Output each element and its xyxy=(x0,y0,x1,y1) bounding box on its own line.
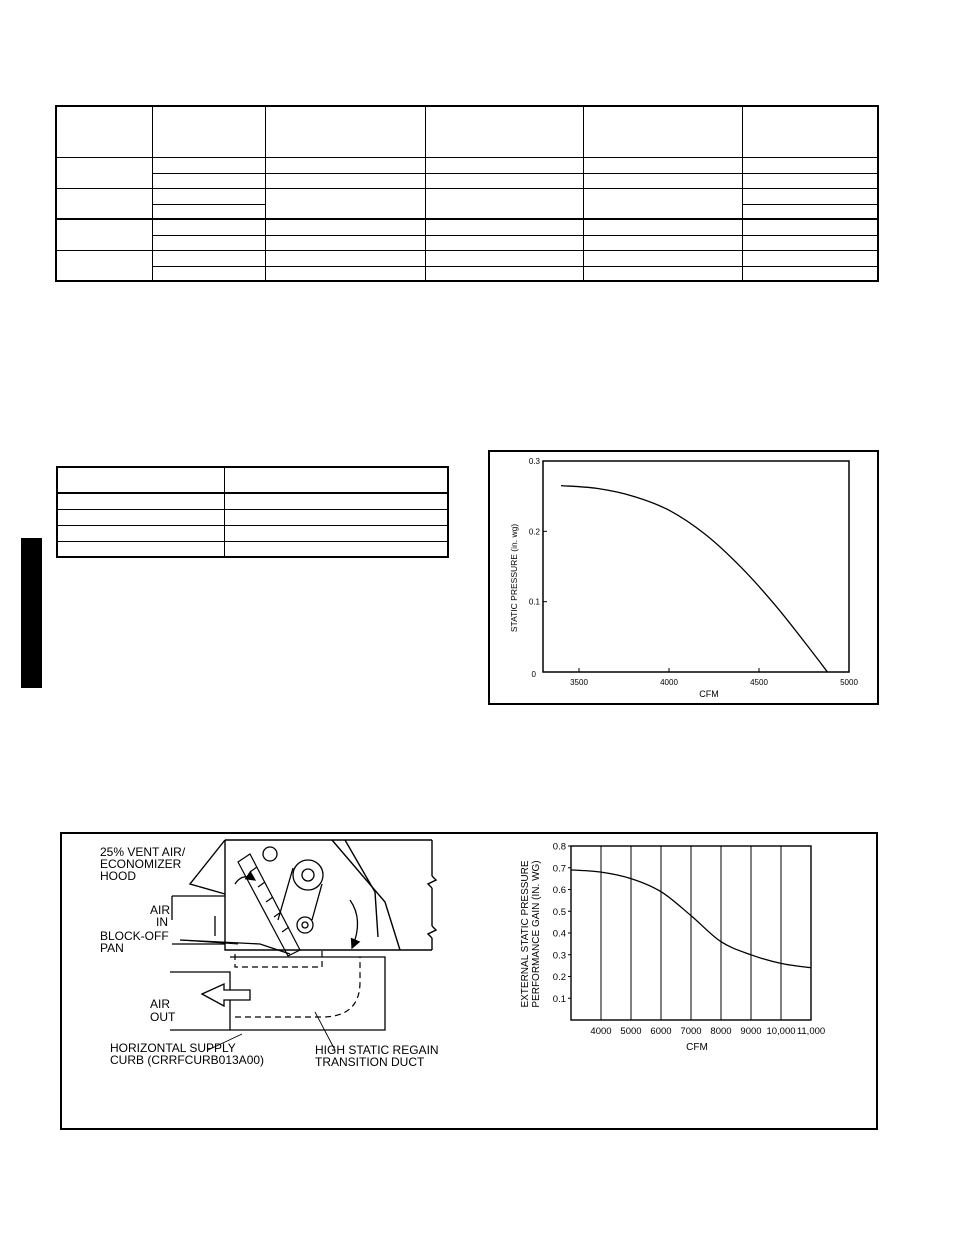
y-tick-label: 0.5 xyxy=(552,906,566,918)
table-cell xyxy=(225,525,449,541)
table-cell xyxy=(266,157,426,173)
x-tick-label: 5000 xyxy=(840,678,858,687)
table-cell xyxy=(584,235,743,250)
table-cell xyxy=(266,188,426,219)
table-cell xyxy=(57,541,225,557)
header-cell xyxy=(153,106,266,157)
x-tick-label: 10,000 xyxy=(766,1026,796,1037)
esp-gain-chart xyxy=(500,836,840,1056)
table-cell xyxy=(426,173,584,188)
x-tick-label: 3500 xyxy=(570,678,588,687)
header-cell xyxy=(56,106,153,157)
table-cell xyxy=(57,525,225,541)
table-cell xyxy=(426,157,584,173)
table-cell xyxy=(153,266,266,281)
header-cell xyxy=(742,106,878,157)
x-tick-label: 4000 xyxy=(660,678,678,687)
table-cell xyxy=(742,173,878,188)
x-axis-label: CFM xyxy=(686,1042,708,1053)
y-tick-label: 0.1 xyxy=(528,597,540,607)
table-cell xyxy=(57,493,225,509)
table-cell xyxy=(426,188,584,219)
table-cell xyxy=(153,204,266,219)
table-cell xyxy=(584,266,743,281)
label-curb-1: HORIZONTAL SUPPLY xyxy=(110,1041,236,1055)
y-tick-label: 0.4 xyxy=(552,928,566,940)
air-in-duct xyxy=(172,896,225,944)
table-cell xyxy=(56,157,153,188)
table-cell xyxy=(266,250,426,266)
header-cell xyxy=(584,106,743,157)
header-cell xyxy=(225,467,449,493)
table-cell xyxy=(584,250,743,266)
y-tick-label: 0.3 xyxy=(552,950,566,962)
table-cell xyxy=(426,219,584,235)
y-tick-label: 0.6 xyxy=(552,885,566,896)
table-cell xyxy=(56,219,153,250)
table-cell xyxy=(584,173,743,188)
y-tick-label: 0.2 xyxy=(552,972,566,983)
table-cell xyxy=(266,173,426,188)
table-cell xyxy=(742,266,878,281)
airflow-arrows xyxy=(235,877,358,948)
label-blockoff-1: BLOCK-OFF xyxy=(100,929,169,943)
x-tick-label: 11,000 xyxy=(796,1026,826,1037)
x-tick-label: 5000 xyxy=(620,1026,642,1037)
label-hood-1: 25% VENT AIR/ xyxy=(100,845,186,859)
y-tick-label: 0.2 xyxy=(528,527,540,537)
table-cell xyxy=(153,235,266,250)
section-side-tab xyxy=(21,538,42,688)
series-line xyxy=(561,486,827,672)
label-air-out-1: AIR xyxy=(150,997,171,1011)
table-cell xyxy=(584,157,743,173)
y-axis-label-line2: PERFORMANCE GAIN (IN. WG) xyxy=(531,860,542,1008)
y-axis-label: STATIC PRESSURE (in. wg) xyxy=(509,523,519,633)
x-axis-label: CFM xyxy=(699,689,719,699)
y-tick-label: 0.8 xyxy=(552,841,566,853)
table-cell xyxy=(266,266,426,281)
x-tick-label: 8000 xyxy=(710,1026,732,1037)
table-cell xyxy=(742,157,878,173)
table-cell xyxy=(742,235,878,250)
label-blockoff-2: PAN xyxy=(100,941,124,955)
table-cell xyxy=(742,188,878,204)
y-axis-label-line1: EXTERNAL STATIC PRESSURE xyxy=(520,860,531,1008)
label-duct-1: HIGH STATIC REGAIN xyxy=(315,1043,439,1057)
x-tick-label: 6000 xyxy=(650,1026,672,1037)
y-tick-label: 0.7 xyxy=(552,863,566,875)
table-cell xyxy=(266,219,426,235)
table-cell xyxy=(153,188,266,204)
table-cell xyxy=(742,204,878,219)
table-cell xyxy=(153,219,266,235)
table-cell xyxy=(56,250,153,281)
table-cell xyxy=(266,235,426,250)
transition-duct-diagram xyxy=(60,832,480,1130)
x-tick-label: 9000 xyxy=(740,1026,762,1037)
motor-pulley-icon xyxy=(263,847,323,933)
y-tick-label: 0 xyxy=(531,670,536,679)
header-cell xyxy=(266,106,426,157)
label-hood-3: HOOD xyxy=(100,869,136,883)
x-tick-label: 4000 xyxy=(590,1026,612,1037)
x-tick-label: 4500 xyxy=(750,678,768,687)
unit-body xyxy=(225,840,436,950)
label-curb-2: CURB (CRRFCURB013A00) xyxy=(110,1053,265,1067)
transition-duct xyxy=(235,950,360,1017)
y-tick-label: 0.3 xyxy=(528,457,540,466)
table-cell xyxy=(153,250,266,266)
hood-icon xyxy=(190,840,225,894)
label-air-out-2: OUT xyxy=(150,1010,176,1024)
table-cell xyxy=(56,188,153,219)
table-cell xyxy=(584,219,743,235)
y-tick-label: 0.1 xyxy=(552,993,566,1005)
static-pressure-chart xyxy=(488,450,879,705)
top-table xyxy=(55,105,879,282)
table-cell xyxy=(426,266,584,281)
table-cell xyxy=(153,157,266,173)
block-off-pan xyxy=(180,940,290,954)
label-air-in-2: IN xyxy=(156,915,168,929)
small-table xyxy=(56,466,449,558)
table-cell xyxy=(426,235,584,250)
label-air-in-1: AIR xyxy=(150,903,171,917)
table-cell xyxy=(225,541,449,557)
table-cell xyxy=(57,509,225,525)
table-cell xyxy=(153,173,266,188)
table-cell xyxy=(426,250,584,266)
table-cell xyxy=(742,250,878,266)
header-cell xyxy=(57,467,225,493)
header-cell xyxy=(426,106,584,157)
label-hood-2: ECONOMIZER xyxy=(100,857,182,871)
table-cell xyxy=(225,493,449,509)
label-duct-2: TRANSITION DUCT xyxy=(315,1055,425,1069)
table-cell xyxy=(584,188,743,219)
air-out-arrow-icon xyxy=(202,984,250,1006)
damper-blade xyxy=(238,854,300,956)
table-cell xyxy=(742,219,878,235)
table-cell xyxy=(225,509,449,525)
x-tick-label: 7000 xyxy=(680,1026,702,1037)
